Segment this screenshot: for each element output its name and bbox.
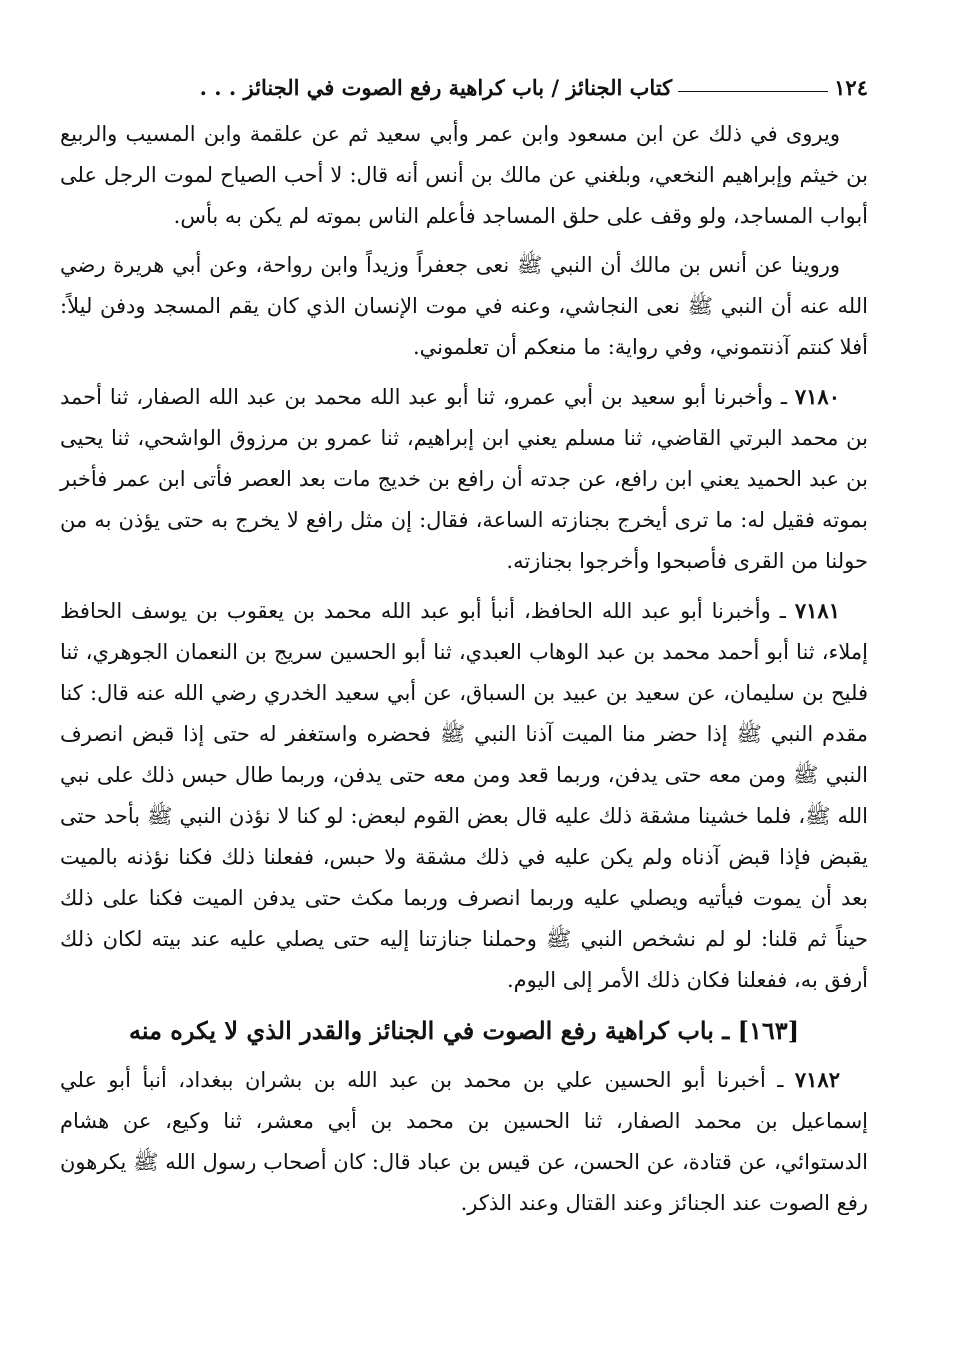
hadith-text: ـ وأخبرنا أبو عبد الله الحافظ، أنبأ أبو عبد الله محمد بن يعقوب بن يوسف الحافظ إملاء، ثنا أبو أحمد محمد بن عبد الوهاب العبدي، ثنا أبو الحسين سريج بن النعمان الجوهري، ثنا فليح بن سليمان، عن سعيد بن عبيد بن السباق، عن أبي سعيد الخدري رضي الله عنه قال: كنا مقدم النبي ﷺ إذا حضر منا الميت آذنا النبي ﷺ فحضره واستغفر له حتى إذا قبض انصرف النبي ﷺ ومن معه حتى يدفن، وربما قعد ومن معه حتى يدفن، وربما طال حبس ذلك على نبي الله ﷺ، فلما خشينا مشقة ذلك عليه قال بعض القوم لبعض: لو كنا لا نؤذن النبي ﷺ بأحد حتى يقبض فإذا قبض آذناه ولم يكن عليه في ذلك مشقة ولا حبس، ففعلنا ذلك فكنا نؤذنه بالميت بعد أن يموت فيأتيه ويصلي عليه وربما انصرف وربما مكث حتى يدفن الميت فكنا على ذلك حيناً ثم قلنا: لو لم نشخص النبي ﷺ وحملنا جنازتنا إليه حتى يصلي عليه عند بيته لكان ذلك أرفق به، ففعلنا فكان ذلك الأمر إلى اليوم.	[60, 599, 868, 992]
paragraph-narrations: ويروى في ذلك عن ابن مسعود وابن عمر وأبي سعيد ثم عن علقمة وابن المسيب والربيع بن خيثم وإبراهيم النخعي، وبلغني عن مالك بن أنس أنه قال: لا أحب الصياح لموت الرجل على أبواب المساجد، ولو وقف على حلق المساجد فأعلم الناس بموته لم يكن به بأس.	[60, 122, 868, 228]
header-rule	[678, 91, 828, 92]
hadith-7181	[60, 590, 868, 1001]
page-number: ١٢٤	[834, 75, 868, 100]
running-header	[60, 60, 868, 100]
running-header-title: كتاب الجنائز / باب كراهية رفع الصوت في الجنائز . . .	[199, 75, 673, 100]
paragraph-anas-report: وروينا عن أنس بن مالك أن النبي ﷺ نعى جعفراً وزيداً وابن رواحة، وعن أبي هريرة رضي الله عنه أن النبي ﷺ نعى النجاشي، وعنه في موت الإنسان الذي كان يقم المسجد ودفن ليلاً: أفلا كنتم آذنتموني، وفي رواية: ما منعكم أن تعلموني.	[60, 253, 868, 359]
hadith-text: ـ وأخبرنا أبو سعيد بن أبي عمرو، ثنا أبو عبد الله محمد بن عبد الله الصفار، ثنا أحمد بن محمد البرتي القاضي، ثنا مسلم يعني ابن إبراهيم، ثنا عمرو بن مرزوق الواشحي، ثنا يحيى بن عبد الحميد يعني ابن رافع، عن جدته أن رافع بن خديج مات بعد العصر فأتى ابن عمر فأخبر بموته فقيل له: ما ترى أيخرج بجنازته الساعة، فقال: إن مثل رافع لا يخرج به حتى يؤذن به من حولنا من القرى فأصبحوا وأخرجوا بجنازته.	[60, 385, 868, 573]
chapter-heading: [١٦٣] ـ باب كراهية رفع الصوت في الجنائز والقدر الذي لا يكره منه	[128, 1016, 800, 1045]
hadith-7180	[60, 376, 868, 582]
hadith-7182	[60, 1059, 868, 1224]
book-page	[60, 60, 868, 1326]
hadith-number: ٧١٨٠	[794, 384, 840, 409]
hadith-text: ـ أخبرنا أبو الحسين علي بن محمد بن عبد الله بن بشران ببغداد، أنبأ أبو علي إسماعيل بن محمد الصفار، ثنا الحسين بن محمد بن أبي معشر، ثنا وكيع، عن هشام الدستوائي، عن قتادة، عن الحسن، عن قيس بن عباد قال: كان أصحاب رسول الله ﷺ يكرهون رفع الصوت عند الجنائز وعند القتال وعند الذكر.	[60, 1068, 868, 1215]
hadith-number: ٧١٨١	[794, 598, 840, 623]
hadith-number: ٧١٨٢	[794, 1067, 840, 1092]
